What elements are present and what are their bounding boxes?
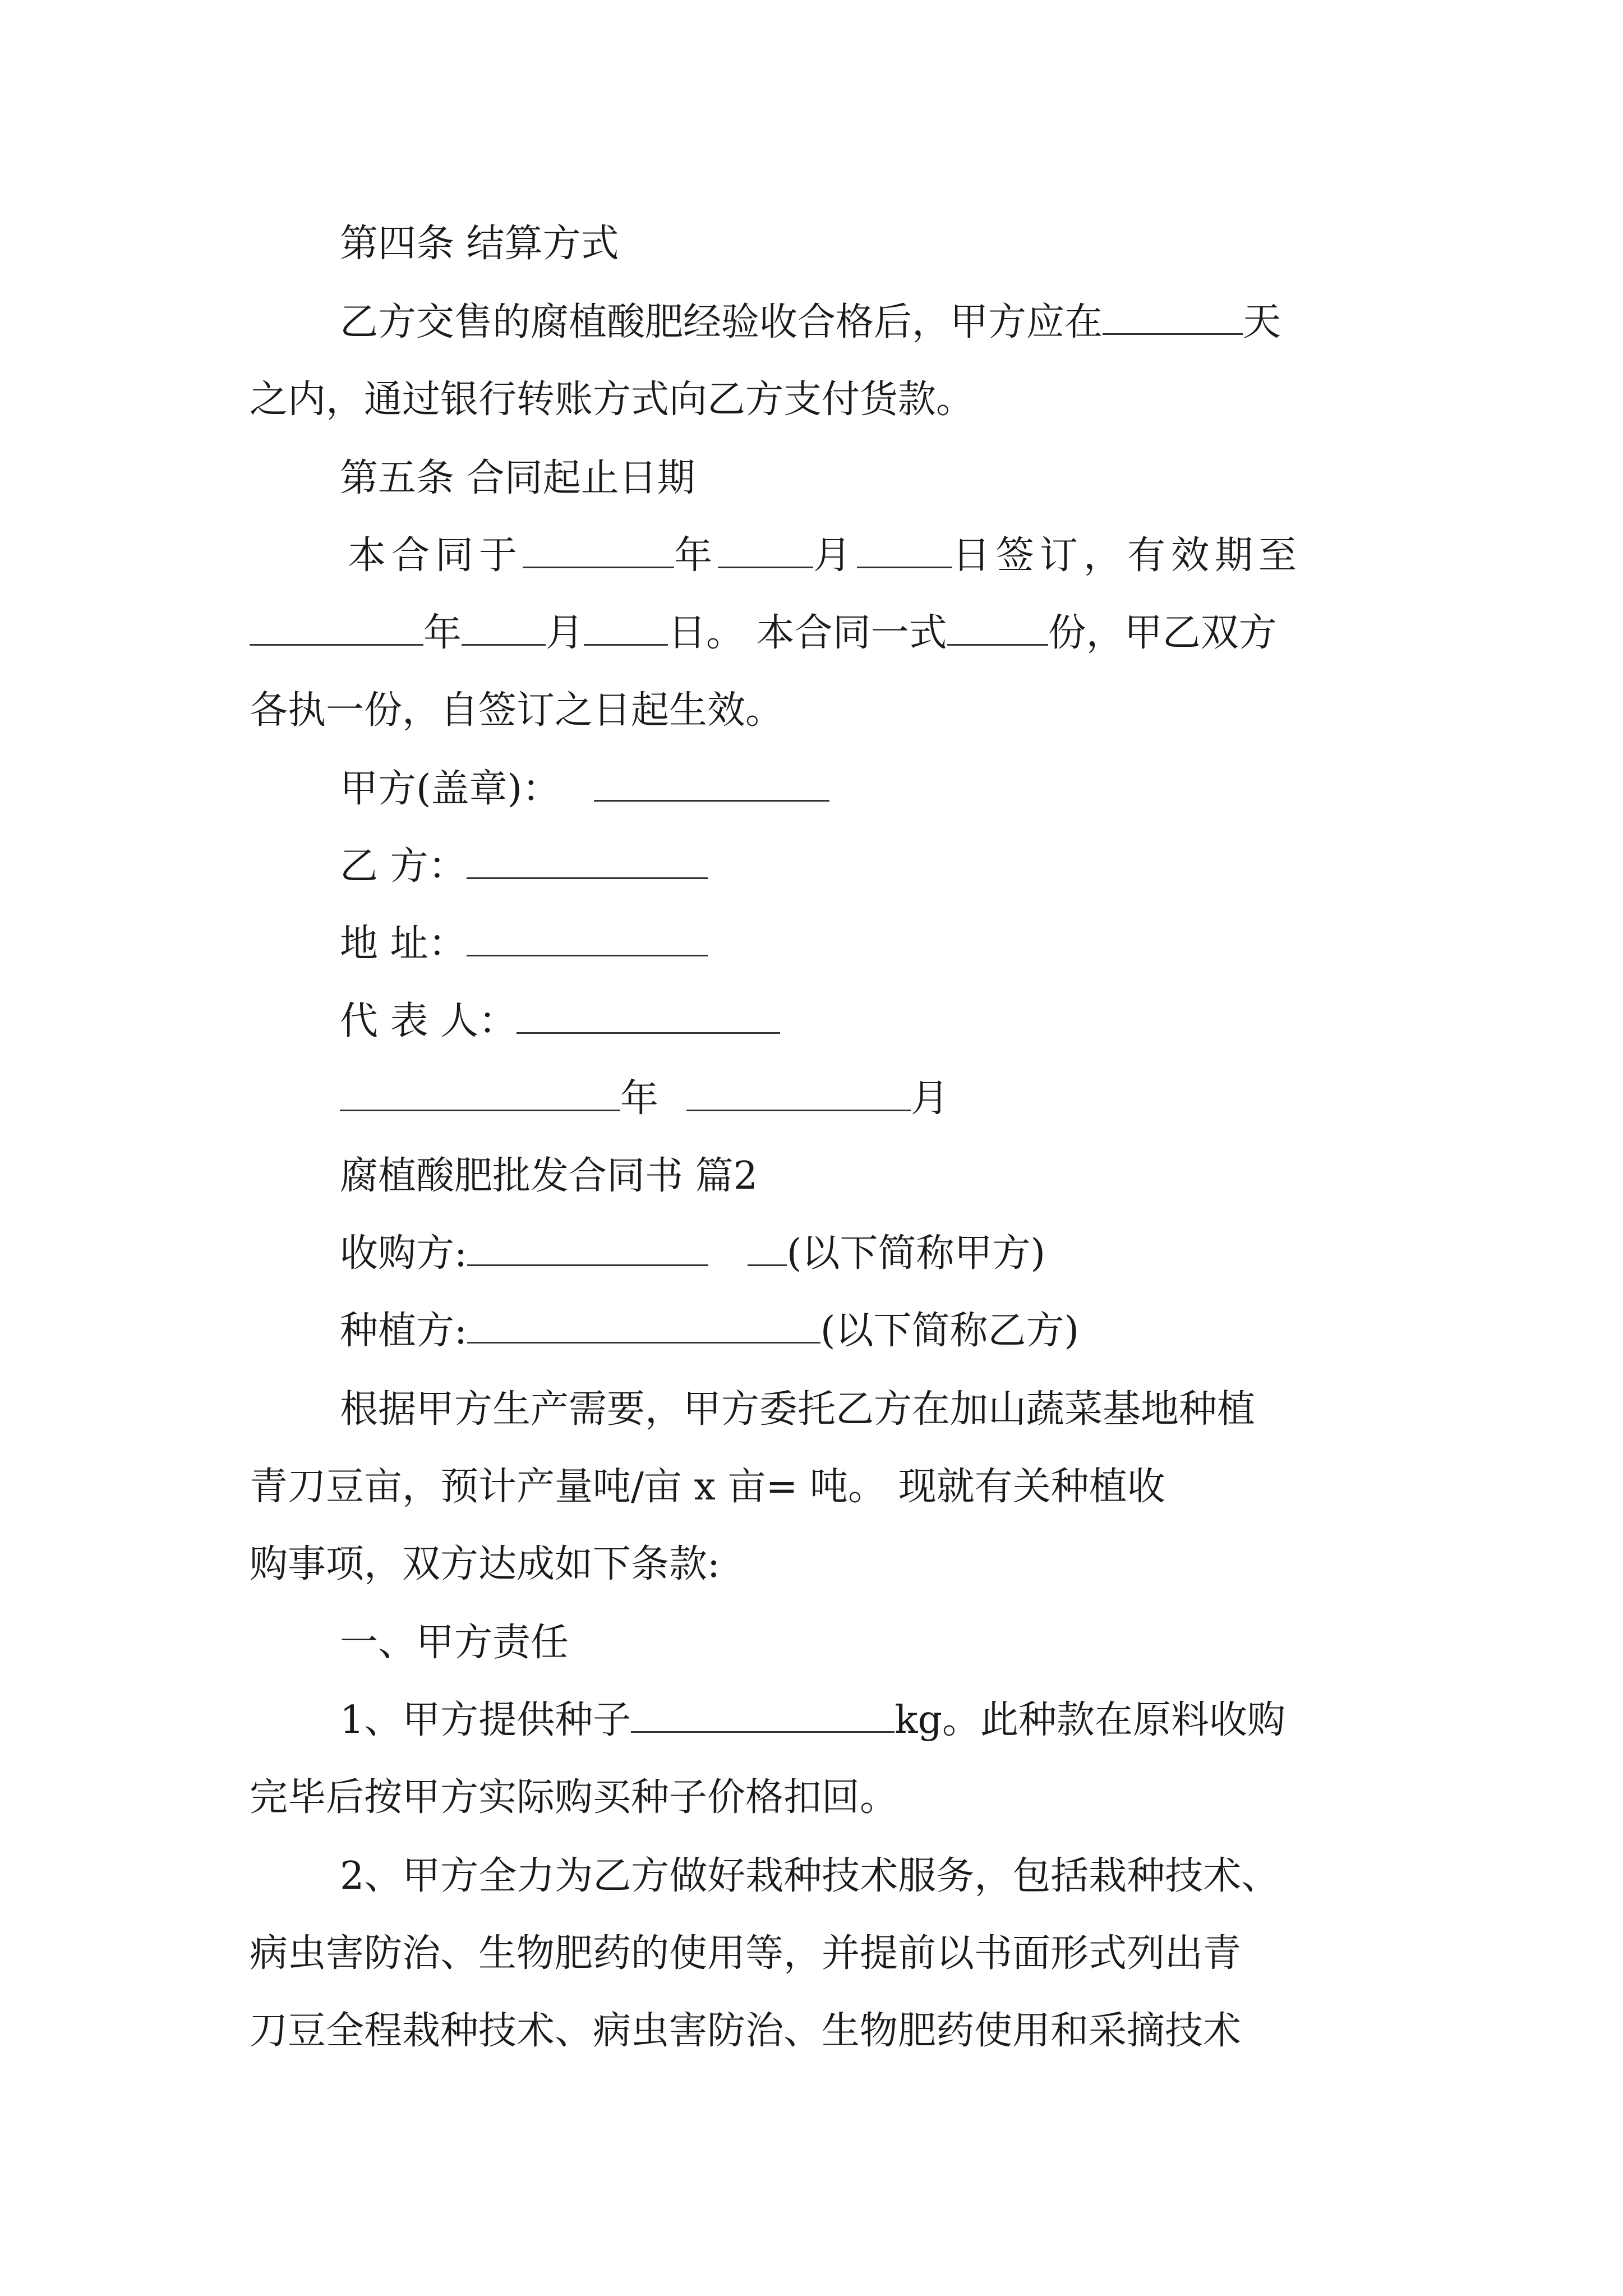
- blank-field: [631, 1696, 895, 1733]
- section-title: 腐植酸肥批发合同书 篇2: [340, 1154, 758, 1198]
- blank-field: [340, 1075, 620, 1111]
- party-a-seal-line: 甲方(盖章)：: [340, 758, 829, 820]
- paragraph-line: 根据甲方生产需要，甲方委托乙方在加山蔬菜基地种植: [340, 1387, 1256, 1432]
- paragraph-line: 完毕后按甲方实际购买种子价格扣回。: [250, 1775, 898, 1820]
- blank-field: [517, 997, 780, 1034]
- date-line: 年 月: [340, 1068, 949, 1130]
- blank-field: [748, 1230, 787, 1266]
- party-b-line: 乙 方：: [340, 836, 708, 898]
- article-4-heading: 第四条 结算方式: [340, 222, 619, 266]
- representative-line: 代 表 人：: [340, 991, 780, 1052]
- paragraph-line: 刀豆全程栽种技术、病虫害防治、生物肥药使用和采摘技术: [250, 2009, 1242, 2053]
- buyer-line: 收购方: (以下简称甲方): [340, 1223, 1045, 1285]
- blank-field: [462, 609, 546, 646]
- blank-field: [686, 1075, 911, 1111]
- blank-field: [1103, 298, 1243, 335]
- blank-field: [467, 843, 708, 879]
- paragraph-line: 青刀豆亩，预计产量吨/亩 x 亩= 吨。 现就有关种植收: [250, 1465, 1165, 1509]
- blank-field: [718, 532, 813, 568]
- blank-field: [857, 532, 952, 568]
- paragraph-line: 各执一份，自签订之日起生效。: [250, 688, 784, 733]
- blank-field: [467, 1230, 708, 1266]
- paragraph-line: 本合同于 年 月 日签订，有效期至: [348, 525, 1302, 587]
- paragraph-line: 年 月 日。 本合同一式 份，甲乙双方: [250, 602, 1277, 664]
- blank-field: [594, 765, 829, 802]
- paragraph-line: 乙方交售的腐植酸肥经验收合格后，甲方应在 天: [340, 292, 1281, 353]
- paragraph-line: 购事项，双方达成如下条款:: [250, 1542, 720, 1586]
- paragraph-line: 之内，通过银行转账方式向乙方支付货款。: [250, 378, 975, 422]
- article-5-heading: 第五条 合同起止日期: [340, 456, 695, 500]
- blank-field: [250, 609, 423, 646]
- blank-field: [584, 609, 668, 646]
- paragraph-line: 病虫害防治、生物肥药的使用等，并提前以书面形式列出青: [250, 1931, 1242, 1976]
- subsection-heading: 一、甲方责任: [340, 1621, 569, 1665]
- blank-field: [523, 532, 674, 568]
- address-line: 地 址：: [340, 913, 708, 975]
- paragraph-line: 1、甲方提供种子 kg。此种款在原料收购: [340, 1690, 1285, 1751]
- paragraph-line: 2、甲方全力为乙方做好栽种技术服务，包括栽种技术、: [340, 1854, 1280, 1898]
- grower-line: 种植方: (以下简称乙方): [340, 1300, 1079, 1362]
- blank-field: [947, 609, 1048, 646]
- blank-field: [467, 1307, 820, 1343]
- blank-field: [467, 920, 708, 956]
